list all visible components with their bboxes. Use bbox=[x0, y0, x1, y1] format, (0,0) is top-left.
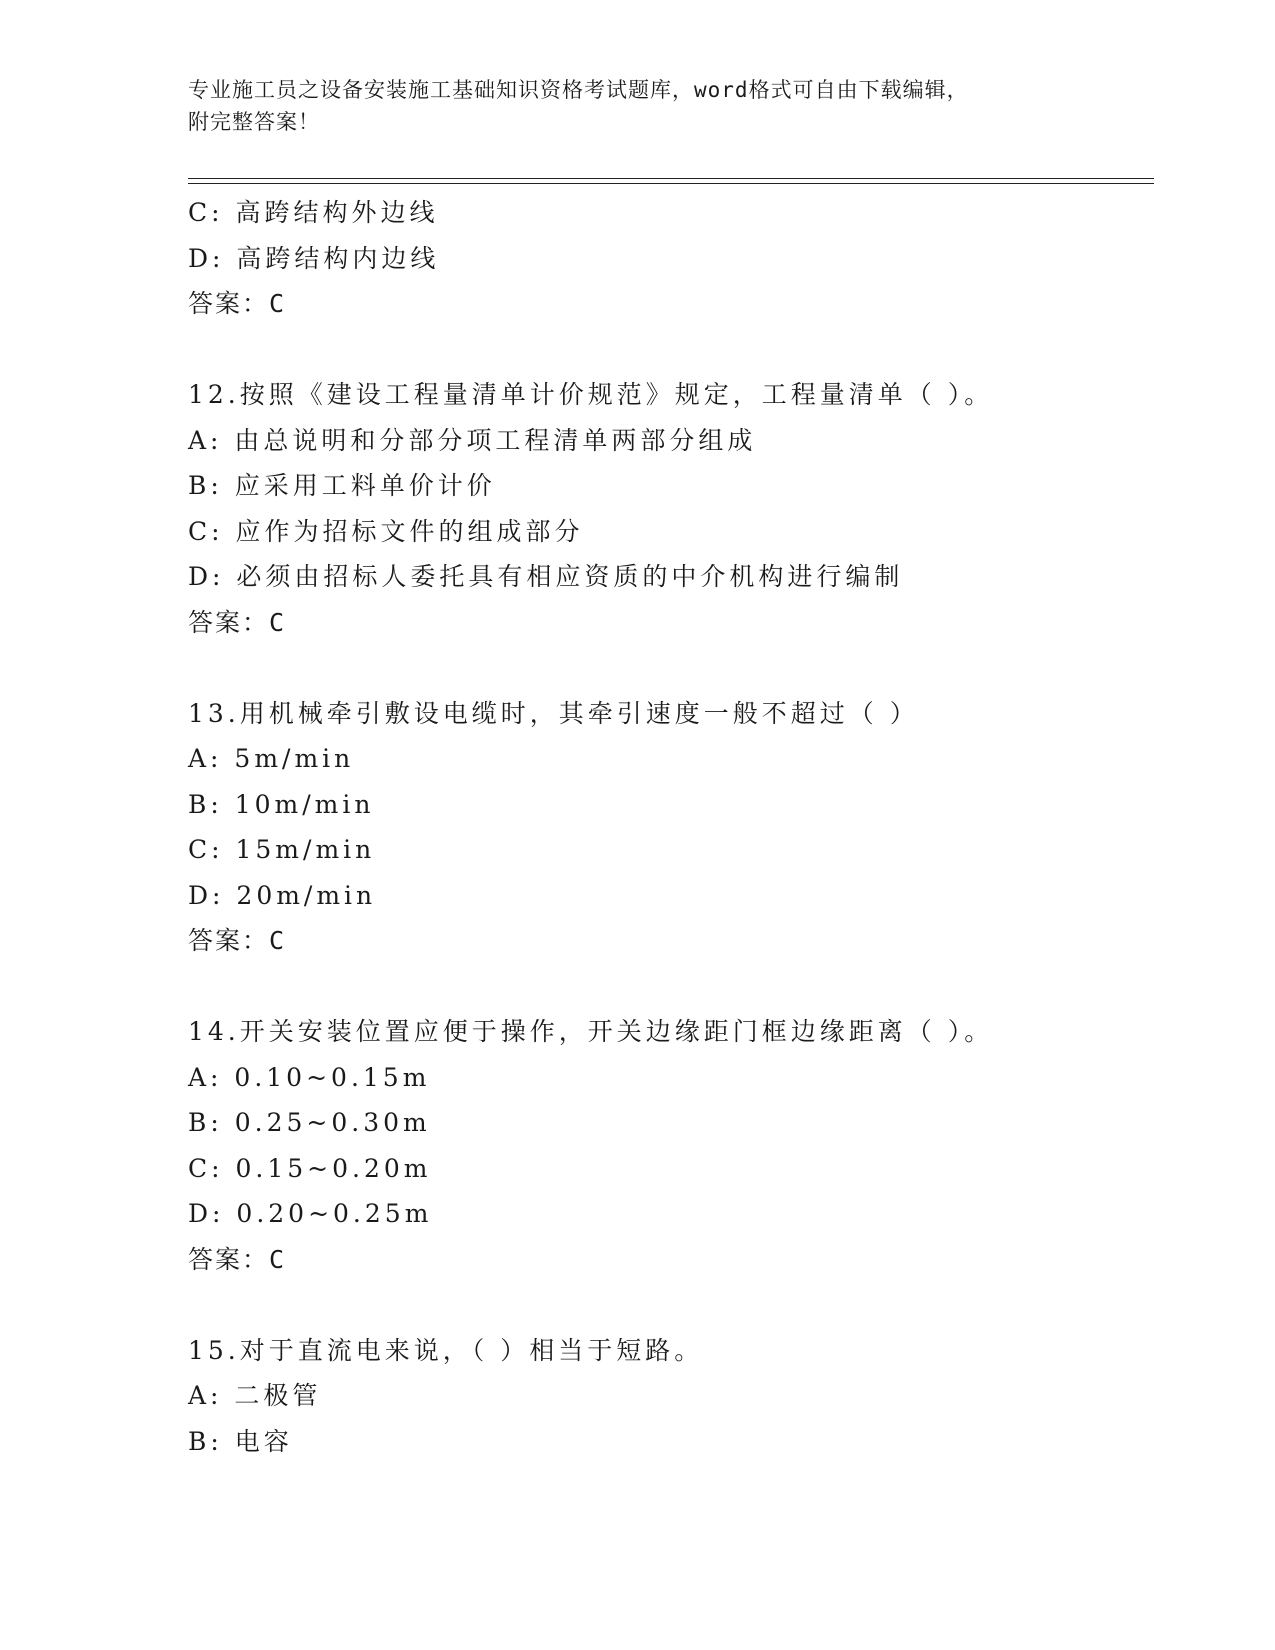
answer: 答案：C bbox=[188, 926, 287, 955]
option-d: D: 高跨结构内边线 bbox=[188, 243, 440, 273]
option-c: C: 15m/min bbox=[188, 835, 376, 864]
spacer bbox=[188, 327, 1148, 373]
answer: 答案：C bbox=[188, 607, 287, 637]
spacer bbox=[188, 1282, 1148, 1328]
option-b: B: 电容 bbox=[188, 1426, 293, 1456]
document-header bbox=[188, 74, 1088, 138]
question-11-continued bbox=[188, 190, 1148, 327]
option-d: D: 必须由招标人委托具有相应资质的中介机构进行编制 bbox=[188, 562, 904, 591]
header-divider-top bbox=[188, 178, 1154, 179]
spacer bbox=[188, 645, 1148, 691]
option-c: C: 应作为招标文件的组成部分 bbox=[188, 516, 584, 546]
option-a: A: 0.10~0.15m bbox=[188, 1062, 431, 1092]
option-b: B: 0.25~0.30m bbox=[188, 1108, 431, 1137]
option-d: D: 20m/min bbox=[188, 880, 377, 910]
option-a: A: 5m/min bbox=[188, 744, 355, 773]
option-c: C: 0.15~0.20m bbox=[188, 1153, 432, 1183]
question-stem: 14.开关安装位置应便于操作，开关边缘距门框边缘距离（ ）。 bbox=[188, 1017, 994, 1046]
option-b: B: 应采用工料单价计价 bbox=[188, 471, 496, 500]
option-b: B: 10m/min bbox=[188, 789, 375, 819]
question-15 bbox=[188, 1328, 1148, 1465]
header-line-2: 附完整答案！ bbox=[188, 110, 320, 134]
question-13 bbox=[188, 691, 1148, 964]
header-divider-bottom bbox=[188, 183, 1154, 184]
question-stem: 15.对于直流电来说，（ ）相当于短路。 bbox=[188, 1335, 704, 1365]
option-a: A: 由总说明和分部分项工程清单两部分组成 bbox=[188, 425, 757, 455]
question-stem: 13.用机械牵引敷设电缆时，其牵引速度一般不超过（ ） bbox=[188, 698, 919, 728]
option-c: C: 高跨结构外边线 bbox=[188, 198, 439, 227]
question-stem: 12.按照《建设工程量清单计价规范》规定，工程量清单（ ）。 bbox=[188, 380, 994, 409]
header-line-1: 专业施工员之设备安装施工基础知识资格考试题库，word格式可自由下载编辑， bbox=[188, 78, 969, 102]
option-a: A: 二极管 bbox=[188, 1381, 322, 1410]
spacer bbox=[188, 964, 1148, 1010]
answer: 答案：C bbox=[188, 289, 287, 318]
answer: 答案：C bbox=[188, 1244, 287, 1274]
question-12 bbox=[188, 372, 1148, 645]
question-14 bbox=[188, 1009, 1148, 1282]
question-list bbox=[188, 190, 1148, 1464]
option-d: D: 0.20~0.25m bbox=[188, 1199, 433, 1228]
